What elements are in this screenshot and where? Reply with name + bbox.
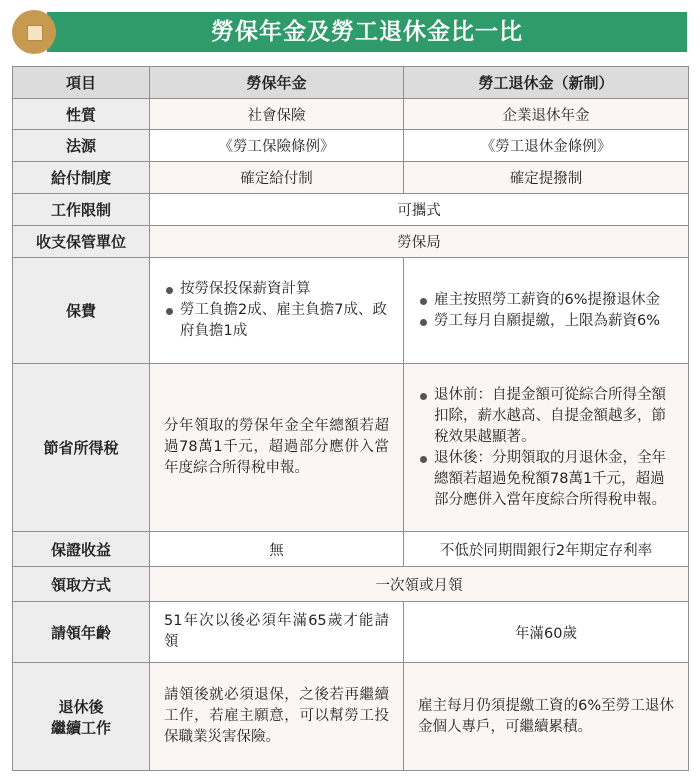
row-agency [13,226,689,258]
row-label-line: 退休後 [58,697,104,716]
list-item: 按勞保投保薪資計算 [164,279,393,300]
cell-a: 社會保險 [150,99,404,130]
cell-b: 年滿60歲 [404,602,689,663]
row-continue-work [13,663,689,771]
row-label: 法源 [13,130,150,162]
row-label: 性質 [13,99,150,130]
cell-b: 《勞工退休金條例》 [404,130,689,162]
row-payment [13,162,689,194]
row-law [13,130,689,162]
header-labor-retirement: 勞工退休金（新制） [404,67,689,99]
row-label: 保證收益 [13,532,150,567]
cell-merged: 勞保局 [150,226,689,258]
row-label [13,663,150,771]
cell-a: 確定給付制 [150,162,404,194]
row-premium [13,258,689,364]
row-label: 節省所得稅 [13,364,150,532]
list-item: 勞工負擔2成、雇主負擔7成、政府負擔1成 [164,300,393,342]
list-item: 勞工每月自願提繳，上限為薪資6% [418,311,678,332]
row-work-limit [13,194,689,226]
cell-b [404,258,689,364]
cell-b: 企業退休年金 [404,99,689,130]
header-labor-pension: 勞保年金 [150,67,404,99]
cell-a: 《勞工保險條例》 [150,130,404,162]
row-age [13,602,689,663]
row-label: 工作限制 [13,194,150,226]
row-nature [13,99,689,130]
row-label: 收支保管單位 [13,226,150,258]
row-label: 請領年齡 [13,602,150,663]
list-item: 雇主按照勞工薪資的6%提撥退休金 [418,290,678,311]
bullet-list [418,290,678,332]
cell-a: 51年次以後必須年滿65歲才能請領 [150,602,404,663]
page-title: 勞保年金及勞工退休金比一比 [211,19,523,45]
cell-b: 雇主每月仍須提繳工資的6%至勞工退休金個人專戶，可繼續累積。 [404,663,689,771]
header-row [13,67,689,99]
list-item: 退休前：自提金額可從綜合所得全額扣除，薪水越高、自提金額越多，節稅效果越顯著。 [418,385,678,448]
cell-b: 確定提撥制 [404,162,689,194]
cell-a: 分年領取的勞保年金全年總額若超過78萬1千元，超過部分應併入當年度綜合所得稅申報。 [150,364,404,532]
title-square-icon [27,25,43,41]
row-label: 保費 [13,258,150,364]
cell-merged: 一次領或月領 [150,567,689,602]
row-guarantee [13,532,689,567]
bullet-list [418,385,678,511]
list-item: 退休後：分期領取的月退休金，全年總額若超過免稅額78萬1千元，超過部分應併入當年度綜合所得稅申報。 [418,448,678,511]
header-item: 項目 [13,67,150,99]
title-bar [0,0,700,62]
cell-b [404,364,689,532]
cell-a: 請領後就必須退保，之後若再繼續工作，若雇主願意，可以幫勞工投保職業災害保險。 [150,663,404,771]
cell-a: 無 [150,532,404,567]
row-method [13,567,689,602]
cell-b: 不低於同期間銀行2年期定存利率 [404,532,689,567]
bullet-list [164,279,393,342]
cell-merged: 可攜式 [150,194,689,226]
row-label-line: 繼續工作 [50,718,111,737]
cell-a [150,258,404,364]
comparison-table [12,66,689,771]
row-label: 領取方式 [13,567,150,602]
row-tax [13,364,689,532]
row-label: 給付制度 [13,162,150,194]
